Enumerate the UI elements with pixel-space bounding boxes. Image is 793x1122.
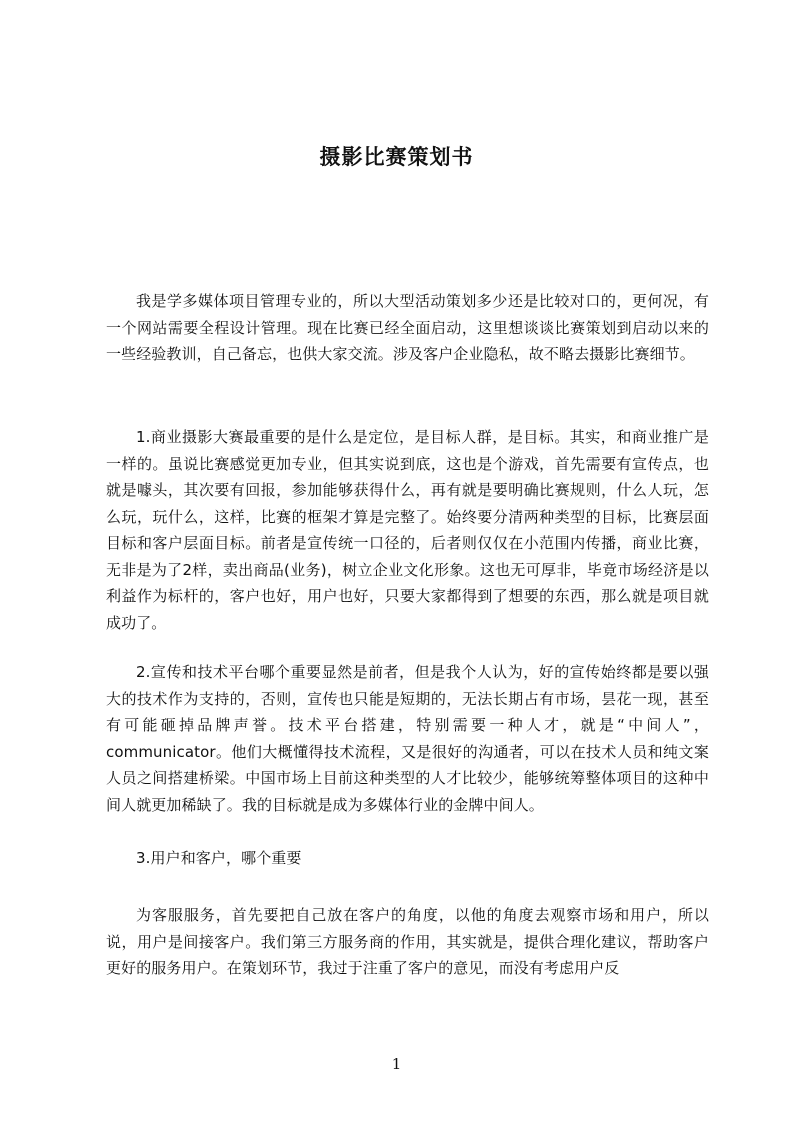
page-number: 1 [391, 1055, 402, 1073]
section-3-heading: 3.用户和客户，哪个重要 [136, 849, 302, 867]
page-title: 摄影比赛策划书 [319, 145, 474, 169]
section-3-paragraph: 为客服服务，首先要把自己放在客户的角度，以他的角度去观察市场和用户，所以说，用户是间接客户。我们第三方服务商的作用，其实就是，提供合理化建议，帮助客户更好的服务用户。在策划环节，我过于注重了客户的意见，而没有考虑用户反 [106, 906, 709, 977]
section-2-paragraph: 2.宣传和技术平台哪个重要显然是前者，但是我个人认为，好的宣传始终都是要以强大的技术作为支持的，否则，宣传也只能是短期的，无法长期占有市场，昙花一现，甚至有可能砸掉品牌声誉。技术平台搭建，特别需要一种人才，就是“中间人”，communicator。他们大概懂得技术流程，又是很好的沟通者，可以在技术人员和纯文案人员之间搭建桥梁。中国市场上目前这种类型的人才比较少，能够统筹整体项目的这种中间人就更加稀缺了。我的目标就是成为多媒体行业的金牌中间人。 [106, 663, 709, 814]
section-1-paragraph: 1.商业摄影大赛最重要的是什么是定位，是目标人群，是目标。其实，和商业推广是一样的。虽说比赛感觉更加专业，但其实说到底，这也是个游戏，首先需要有宣传点，也就是噱头，其次要有回报，参加能够获得什么，再有就是要明确比赛规则，什么人玩，怎么玩，玩什么，这样，比赛的框架才算是完整了。始终要分清两种类型的目标，比赛层面目标和客户层面目标。前者是宣传统一口径的，后者则仅仅在小范围内传播，商业比赛，无非是为了2样，卖出商品(业务)，树立企业文化形象。这也无可厚非，毕竟市场经济是以利益作为标杆的，客户也好，用户也好，只要大家都得到了想要的东西，那么就是项目就成功了。 [106, 428, 709, 632]
intro-paragraph: 我是学多媒体项目管理专业的，所以大型活动策划多少还是比较对口的，更何况，有一个网站需要全程设计管理。现在比赛已经全面启动，这里想谈谈比赛策划到启动以来的一些经验教训，自己备忘，也供大家交流。涉及客户企业隐私，故不略去摄影比赛细节。 [106, 292, 709, 363]
